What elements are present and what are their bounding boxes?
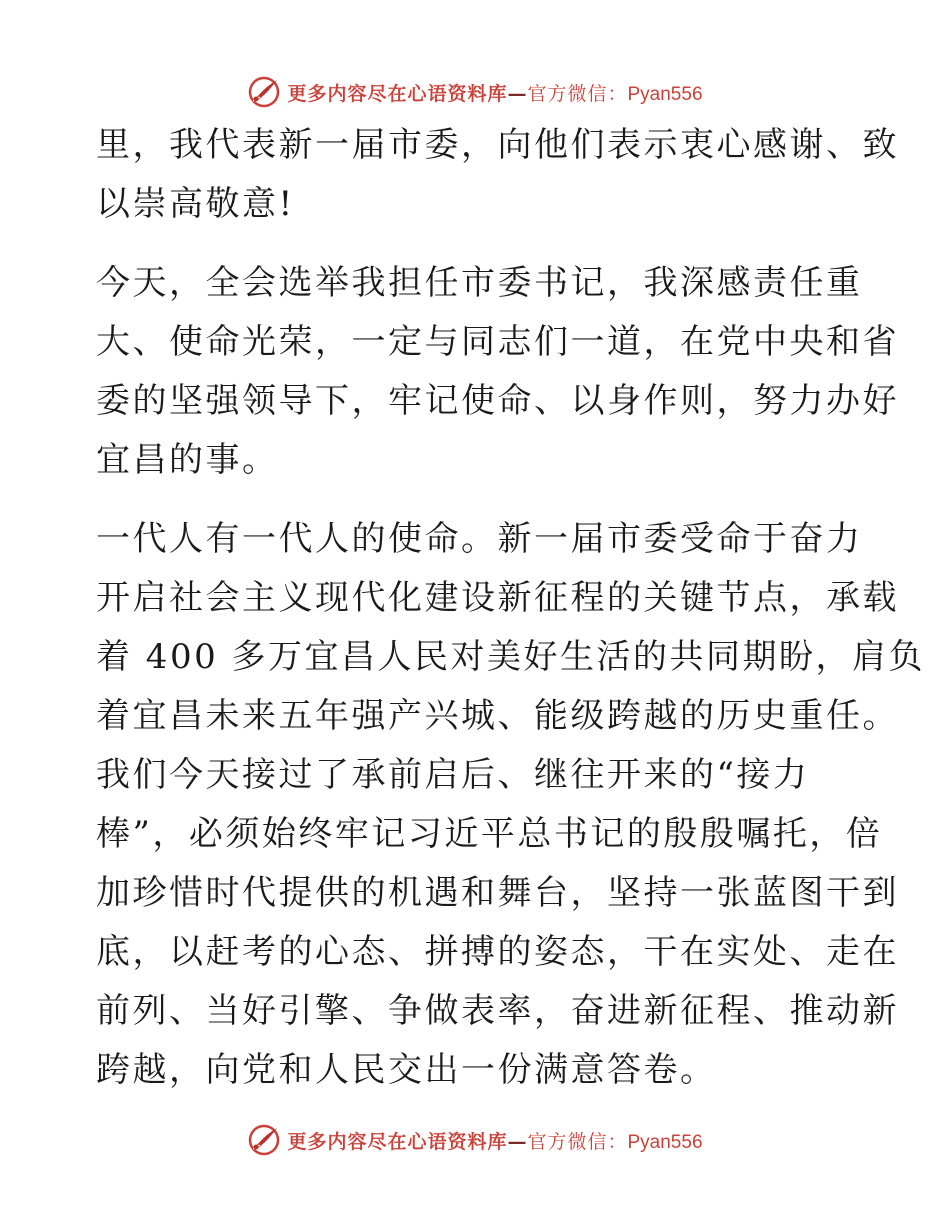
text-line: 着宜昌未来五年强产兴城、能级跨越的历史重任。 [96,696,899,736]
text-line: 前列、当好引擎、争做表率，奋进新征程、推动新 [96,991,899,1031]
text-line: 我们今天接过了承前启后、继往开来的“接力 [96,755,810,795]
footer-banner [0,1118,950,1162]
banner-separator: — [507,82,528,105]
paragraph-1 [96,116,899,234]
banner-text [287,79,702,106]
text-line: 底，以赶考的心态、拼搏的姿态，干在实处、走在 [96,932,899,972]
banner-text [287,1127,702,1154]
text-line: 宜昌的事。 [96,440,279,480]
text-line: 开启社会主义现代化建设新征程的关键节点，承载 [96,578,899,618]
text-line: 棒”，必须始终牢记习近平总书记的殷殷嘱托，倍 [96,814,883,854]
header-banner [0,70,950,114]
document-body [96,116,926,1120]
banner-wechat-id: Pyan556 [627,83,703,105]
text-line: 大、使命光荣，一定与同志们一道，在党中央和省 [96,322,899,362]
text-line: 着 400 多万宜昌人民对美好生活的共同期盼，肩负 [96,637,926,677]
quill-pen-icon [247,75,281,109]
banner-separator: — [507,1130,528,1153]
text-line: 委的坚强领导下，牢记使命、以身作则，努力办好 [96,381,899,421]
text-line: 以崇高敬意! [96,184,295,224]
paragraph-2 [96,254,899,490]
paragraph-3 [96,510,926,1100]
text-line: 跨越，向党和人民交出一份满意答卷。 [96,1050,717,1090]
banner-wechat-label: 官方微信： [527,1130,628,1153]
text-line: 里，我代表新一届市委，向他们表示衷心感谢、致 [96,125,899,165]
text-line: 一代人有一代人的使命。新一届市委受命于奋力 [96,519,863,559]
banner-slogan: 更多内容尽在心语资料库 [287,1130,508,1153]
text-line: 今天，全会选举我担任市委书记，我深感责任重 [96,263,863,303]
banner-wechat-label: 官方微信： [527,82,628,105]
quill-pen-icon [247,1123,281,1157]
banner-wechat-id: Pyan556 [627,1131,703,1153]
banner-slogan: 更多内容尽在心语资料库 [287,82,508,105]
text-line: 加珍惜时代提供的机遇和舞台，坚持一张蓝图干到 [96,873,899,913]
